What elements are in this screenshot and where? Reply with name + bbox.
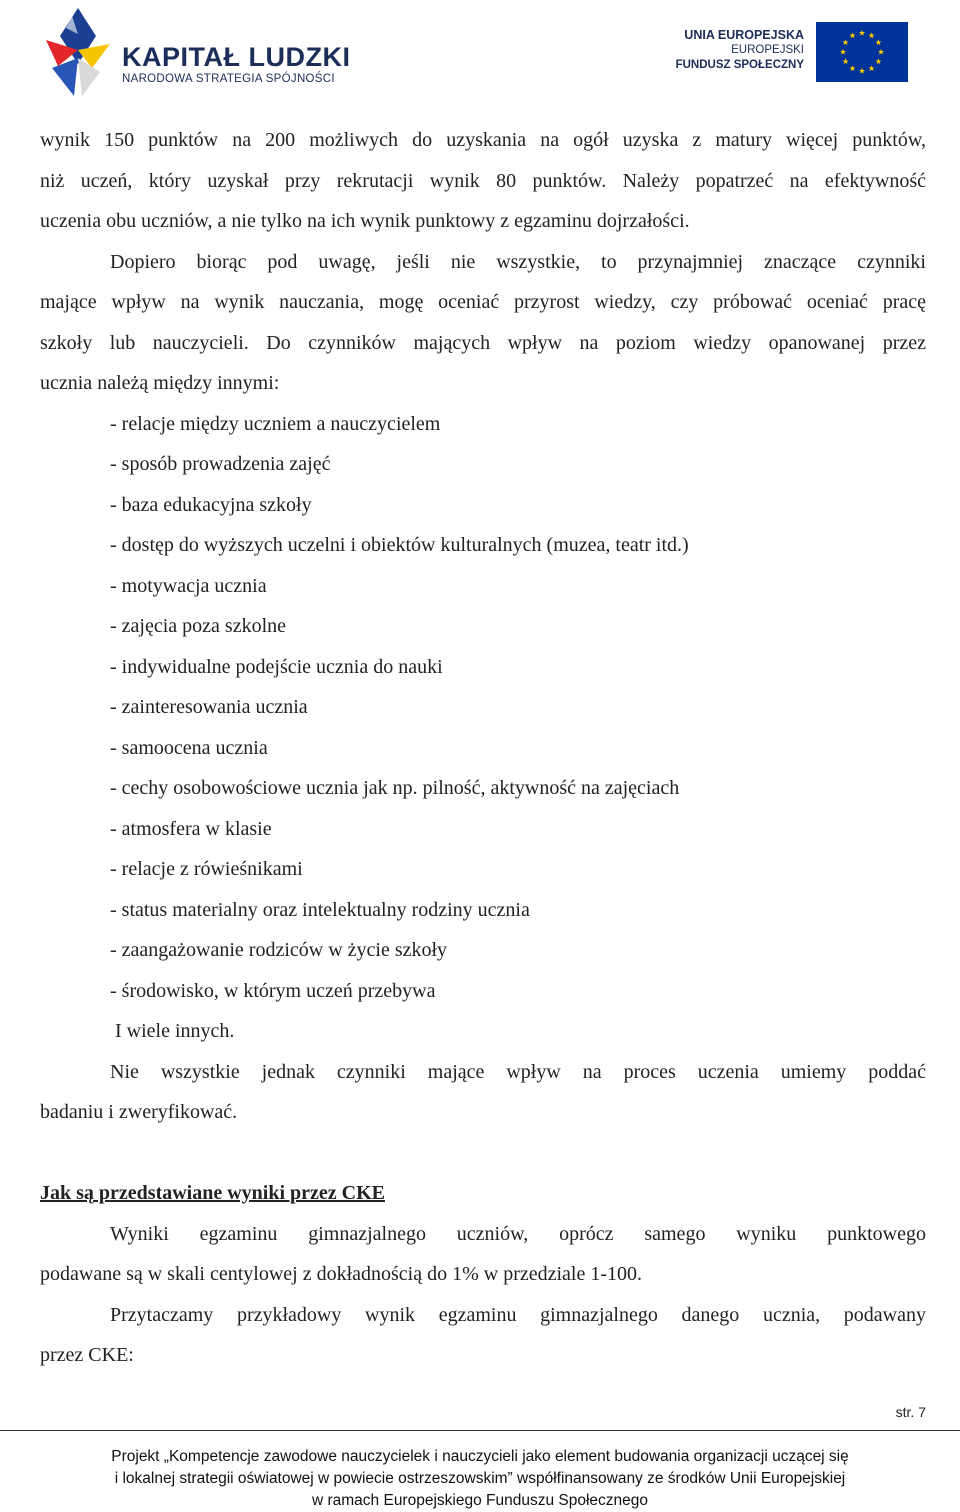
list-item: - status materialny oraz intelektualny rodziny ucznia — [110, 898, 530, 921]
eu-logo-line3: FUNDUSZ SPOŁECZNY — [675, 59, 804, 71]
list-item: - zainteresowania ucznia — [110, 696, 308, 718]
paragraph-line: niż uczeń, który uzyskał przy rekrutacji wynik 80 punktów. Należy popatrzeć na efektywność — [40, 169, 926, 192]
paragraph-line: ucznia należą między innymi: — [40, 372, 280, 394]
eu-flag-icon — [816, 22, 908, 82]
list-item: - relacje między uczniem a nauczycielem — [110, 412, 441, 435]
paragraph-line: Wyniki egzaminu gimnazjalnego uczniów, oprócz samego wyniku punktowego — [110, 1222, 926, 1245]
eu-logo-line2: EUROPEJSKI — [731, 44, 804, 56]
paragraph-line: szkoły lub nauczycieli. Do czynników mających wpływ na poziom wiedzy opanowanej przez — [40, 331, 926, 354]
list-item: - cechy osobowościowe ucznia jak np. pilność, aktywność na zajęciach — [110, 777, 680, 799]
footer-line: w ramach Europejskiego Funduszu Społecznego — [311, 1492, 649, 1509]
footer-divider — [0, 1430, 960, 1431]
section-heading: Jak są przedstawiane wyniki przez CKE — [40, 1182, 385, 1204]
list-item: - sposób prowadzenia zajęć — [110, 453, 331, 475]
paragraph-line: Przytaczamy przykładowy wynik egzaminu gimnazjalnego danego ucznia, podawany — [110, 1303, 926, 1326]
list-item: - motywacja ucznia — [110, 574, 267, 597]
document-body — [40, 120, 926, 1376]
paragraph-line: Nie wszystkie jednak czynniki mające wpływ na proces uczenia umiemy poddać — [110, 1060, 926, 1083]
list-item: - zajęcia poza szkolne — [110, 615, 287, 637]
paragraph-line: podawane są w skali centylowej z dokładnością do 1% w przedziale 1-100. — [40, 1263, 643, 1285]
list-item: - samoocena ucznia — [110, 736, 268, 759]
eu-logo-line1: UNIA EUROPEJSKA — [684, 28, 804, 42]
list-item: - środowisko, w którym uczeń przebywa — [110, 979, 436, 1002]
kapital-ludzki-subtitle: NARODOWA STRATEGIA SPÓJNOŚCI — [122, 73, 335, 85]
paragraph-line: mające wpływ na wynik nauczania, mogę oceniać przyrost wiedzy, czy próbować oceniać pracę — [40, 291, 926, 313]
paragraph-line: przez CKE: — [40, 1344, 134, 1366]
list-item: - indywidualne podejście ucznia do nauki — [110, 655, 443, 678]
list-item: - dostęp do wyższych uczelni i obiektów kulturalnych (muzea, teatr itd.) — [110, 534, 689, 556]
page-footer — [0, 1446, 960, 1512]
kapital-ludzki-logo — [38, 6, 351, 98]
page-header — [0, 0, 960, 105]
footer-line: i lokalnej strategii oświatowej w powiecie ostrzeszowskim” współfinansowany ze środków Unii Europejskiej — [114, 1470, 846, 1487]
kapital-ludzki-title: KAPITAŁ LUDZKI — [122, 42, 351, 72]
footer-line: Projekt „Kompetencje zawodowe nauczycielek i nauczycieli jako element budowania organizacji uczącej się — [111, 1448, 849, 1465]
eu-logo — [676, 22, 908, 82]
spacer — [40, 1133, 926, 1174]
paragraph-line: uczenia obu uczniów, a nie tylko na ich wynik punktowy z egzaminu dojrzałości. — [40, 210, 690, 232]
list-item: I wiele innych. — [110, 1020, 235, 1042]
list-item: - relacje z rówieśnikami — [110, 858, 303, 880]
paragraph-line: Dopiero biorąc pod uwagę, jeśli nie wszystkie, to przynajmniej znaczące czynniki — [110, 250, 926, 273]
paragraph-line: badaniu i zweryfikować. — [40, 1101, 238, 1123]
list-item: - zaangażowanie rodziców w życie szkoły — [110, 939, 448, 961]
list-item: - atmosfera w klasie — [110, 817, 272, 840]
paragraph-line: wynik 150 punktów na 200 możliwych do uzyskania na ogół uzyska z matury więcej punktów, — [40, 129, 926, 151]
kapital-ludzki-emblem-icon — [38, 6, 118, 98]
list-item: - baza edukacyjna szkoły — [110, 493, 312, 516]
page-number: str. 7 — [895, 1404, 926, 1420]
